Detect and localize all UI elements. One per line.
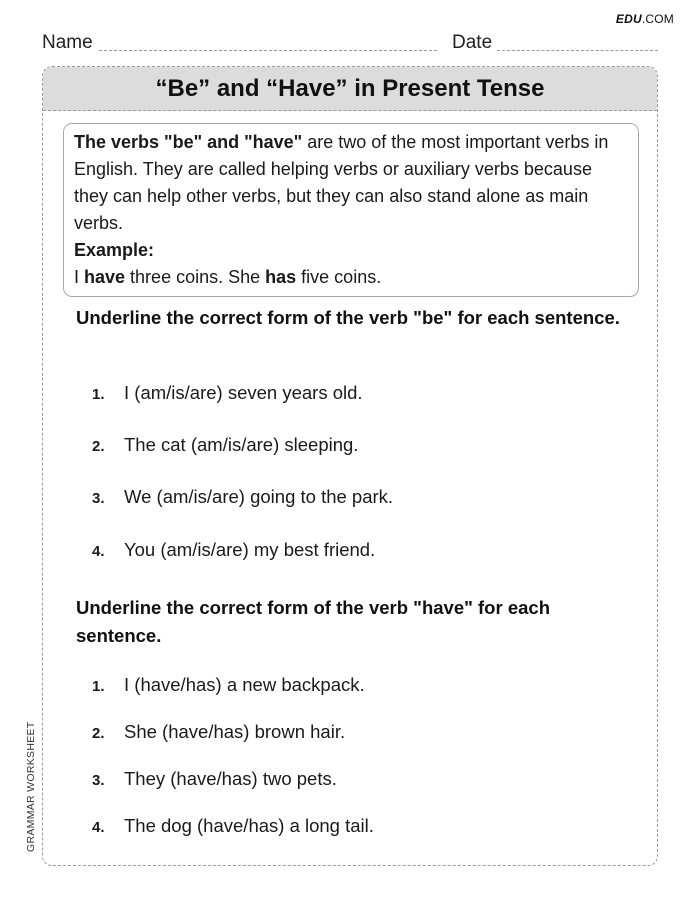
list-item[interactable] <box>92 486 393 508</box>
item-number: 1. <box>92 678 105 695</box>
example-verb-has: has <box>265 267 297 287</box>
brand-logo <box>616 12 674 26</box>
example-verb-have: have <box>84 267 126 287</box>
item-text: The dog (have/has) a long tail. <box>124 815 374 836</box>
item-text: I (have/has) a new backpack. <box>124 674 365 695</box>
section-be <box>76 304 636 560</box>
date-label: Date <box>452 32 493 53</box>
item-number: 2. <box>92 725 105 742</box>
example-part: I <box>74 267 85 287</box>
intro-text: are two of the most important verbs in English. They are called helping verbs or auxiliary verbs because they can help other verbs, but they can also stand alone as main verbs. <box>74 132 609 233</box>
brand-suffix: .COM <box>641 12 674 26</box>
intro-paragraph <box>74 129 628 237</box>
name-date-row <box>42 32 658 52</box>
item-text: We (am/is/are) going to the park. <box>124 486 394 507</box>
worksheet-title: “Be” and “Have” in Present Tense <box>155 74 545 102</box>
item-number: 3. <box>92 490 105 507</box>
section-have <box>76 594 636 836</box>
name-field[interactable] <box>99 50 437 51</box>
be-instruction: Underline the correct form of the verb "be" for each sentence. <box>76 307 620 328</box>
intro-lead: The verbs "be" and "have" <box>74 132 303 152</box>
item-number: 4. <box>92 819 105 836</box>
item-number: 3. <box>92 772 105 789</box>
title-band <box>43 67 657 111</box>
list-item[interactable] <box>92 539 375 561</box>
item-text: They (have/has) two pets. <box>124 768 337 789</box>
item-text: She (have/has) brown hair. <box>124 721 346 742</box>
item-text: The cat (am/is/are) sleeping. <box>124 434 359 455</box>
list-item[interactable] <box>92 674 365 696</box>
side-category-label: GRAMMAR WORKSHEET <box>25 721 37 852</box>
list-item[interactable] <box>92 721 345 743</box>
list-item[interactable] <box>92 815 374 837</box>
example-part: three coins. She <box>125 267 266 287</box>
worksheet-card <box>42 66 658 866</box>
example-part: five coins. <box>296 267 382 287</box>
list-item[interactable] <box>92 434 358 456</box>
name-label: Name <box>42 32 93 53</box>
item-number: 4. <box>92 543 105 560</box>
item-text: I (am/is/are) seven years old. <box>124 382 363 403</box>
list-item[interactable] <box>92 768 337 790</box>
example-sentence <box>74 264 628 291</box>
brand-name: EDU <box>615 12 642 26</box>
have-instruction: Underline the correct form of the verb "have" for each sentence. <box>76 597 550 646</box>
item-number: 1. <box>92 386 105 403</box>
example-label: Example: <box>74 240 155 260</box>
item-number: 2. <box>92 438 105 455</box>
item-text: You (am/is/are) my best friend. <box>124 539 376 560</box>
date-field[interactable] <box>497 50 658 51</box>
intro-box <box>63 123 639 297</box>
list-item[interactable] <box>92 382 363 404</box>
